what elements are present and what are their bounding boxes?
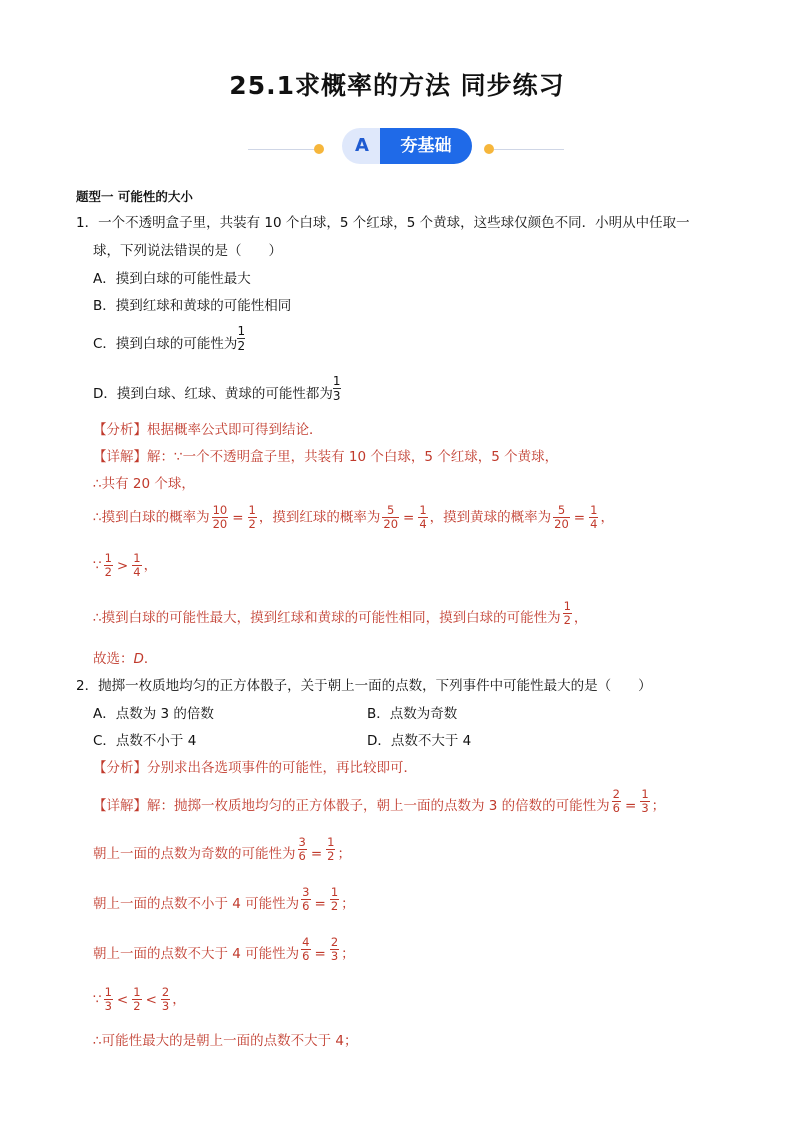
section-heading: 题型一 可能性的大小 <box>76 189 193 204</box>
q1-analysis <box>93 421 323 439</box>
decor-dot-left <box>314 144 324 154</box>
q2-option-c: C．点数不小于 4 <box>93 733 197 749</box>
q1-option-d <box>93 374 341 403</box>
q1-option-d-fraction: $\frac{1}{3}$ <box>332 374 341 403</box>
q1-option-a: A．摸到白球的可能性最大 <box>93 271 251 287</box>
q2-detail-line4: 朝上一面的点数不大于 4 可能性为 $\frac{4}{6}$ = $\frac{2}{3}$ ； <box>93 935 355 963</box>
q1-stem-line2: 球，下列说法错误的是（ ） <box>93 243 282 259</box>
q1-option-c-text: C．摸到白球的可能性为 <box>93 336 238 352</box>
q1-detail-line1 <box>93 448 558 466</box>
q1-answer: 故选：D． <box>93 651 158 667</box>
q1-option-c <box>93 324 245 353</box>
divider-right <box>494 149 564 150</box>
fraction: $\frac{5}{20}$ <box>554 503 569 531</box>
q2-detail-line1: 【详解】解：抛掷一枚质地均匀的正方体骰子，朝上一面的点数为 3 的倍数的可能性为 $\frac{2}{6}$ = $\frac{1}{3}$ ； <box>93 787 666 815</box>
fraction: $\frac{1}{2}$ <box>104 551 112 579</box>
q2-detail-line5: ∵ $\frac{1}{3}$ < $\frac{1}{2}$ < $\frac{2}{3}$ ， <box>93 985 186 1013</box>
analysis-text: 根据概率公式即可得到结论． <box>147 422 323 438</box>
q2-detail-line6: ∴可能性最大的是朝上一面的点数不大于 4； <box>93 1033 358 1049</box>
fraction: $\frac{5}{20}$ <box>383 503 399 531</box>
decor-dot-right <box>484 144 494 154</box>
fraction: $\frac{1}{4}$ <box>133 551 141 579</box>
q2-option-d: D．点数不大于 4 <box>367 733 472 749</box>
answer-value: D <box>133 651 144 667</box>
analysis-tag: 【分析】 <box>93 422 147 438</box>
q1-option-c-fraction: $\frac{1}{2}$ <box>237 324 246 353</box>
q2-analysis <box>93 759 417 777</box>
q1-detail-line5: ∴摸到白球的可能性最大，摸到红球和黄球的可能性相同，摸到白球的可能性为 $\frac{1}{2}$ ， <box>93 599 588 627</box>
badge-letter: A <box>342 128 382 164</box>
q2-option-a: A．点数为 3 的倍数 <box>93 706 214 722</box>
q2-number: 2． <box>76 678 99 694</box>
q1-stem-text: 一个不透明盒子里，共装有 10 个白球，5 个红球，5 个黄球，这些球仅颜色不同．小明从中任取一 <box>98 215 690 231</box>
fraction: $\frac{1}{4}$ <box>419 503 427 531</box>
badge-label: 夯基础 <box>380 128 472 164</box>
analysis-text: 分别求出各选项事件的可能性，再比较即可． <box>147 760 417 776</box>
analysis-tag: 【分析】 <box>93 760 147 776</box>
q1-number: 1． <box>76 215 99 231</box>
fraction: $\frac{1}{2}$ <box>563 599 571 627</box>
q2-option-b: B．点数为奇数 <box>367 706 458 722</box>
q1-detail-line4: ∵ $\frac{1}{2}$ > $\frac{1}{4}$ ， <box>93 551 158 579</box>
q2-stem-text: 抛掷一枚质地均匀的正方体骰子，关于朝上一面的点数，下列事件中可能性最大的是（ ） <box>98 678 652 694</box>
q2-detail-line2: 朝上一面的点数为奇数的可能性为 $\frac{3}{6}$ = $\frac{1}{2}$ ； <box>93 835 351 863</box>
q1-stem-line1 <box>76 214 690 232</box>
detail-text: 解：∵一个不透明盒子里，共装有 10 个白球，5 个红球，5 个黄球， <box>147 449 559 465</box>
q2-stem <box>76 677 652 695</box>
q1-detail-line3: ∴摸到白球的概率为 $\frac{10}{20}$ = $\frac{1}{2}$ ，摸到红球的概率为 $\frac{5}{20}$ = $\frac{1}{4}$ ，摸到黄球的概率为 $\frac{5}{20}$ = $\frac{1}{4}$ ， <box>93 503 614 531</box>
fraction: $\frac{1}{4}$ <box>590 503 598 531</box>
divider-left <box>248 149 318 150</box>
q1-option-b: B．摸到红球和黄球的可能性相同 <box>93 298 292 314</box>
q1-detail-line2: ∴共有 20 个球， <box>93 476 195 492</box>
detail-tag: 【详解】 <box>93 449 147 465</box>
q2-detail-line3: 朝上一面的点数不小于 4 可能性为 $\frac{3}{6}$ = $\frac{1}{2}$ ； <box>93 885 355 913</box>
fraction: $\frac{10}{20}$ <box>212 503 228 531</box>
fraction: $\frac{1}{2}$ <box>248 503 256 531</box>
page-title: 25.1求概率的方法 同步练习 <box>229 71 565 100</box>
q1-option-d-text: D．摸到白球、红球、黄球的可能性都为 <box>93 386 333 402</box>
